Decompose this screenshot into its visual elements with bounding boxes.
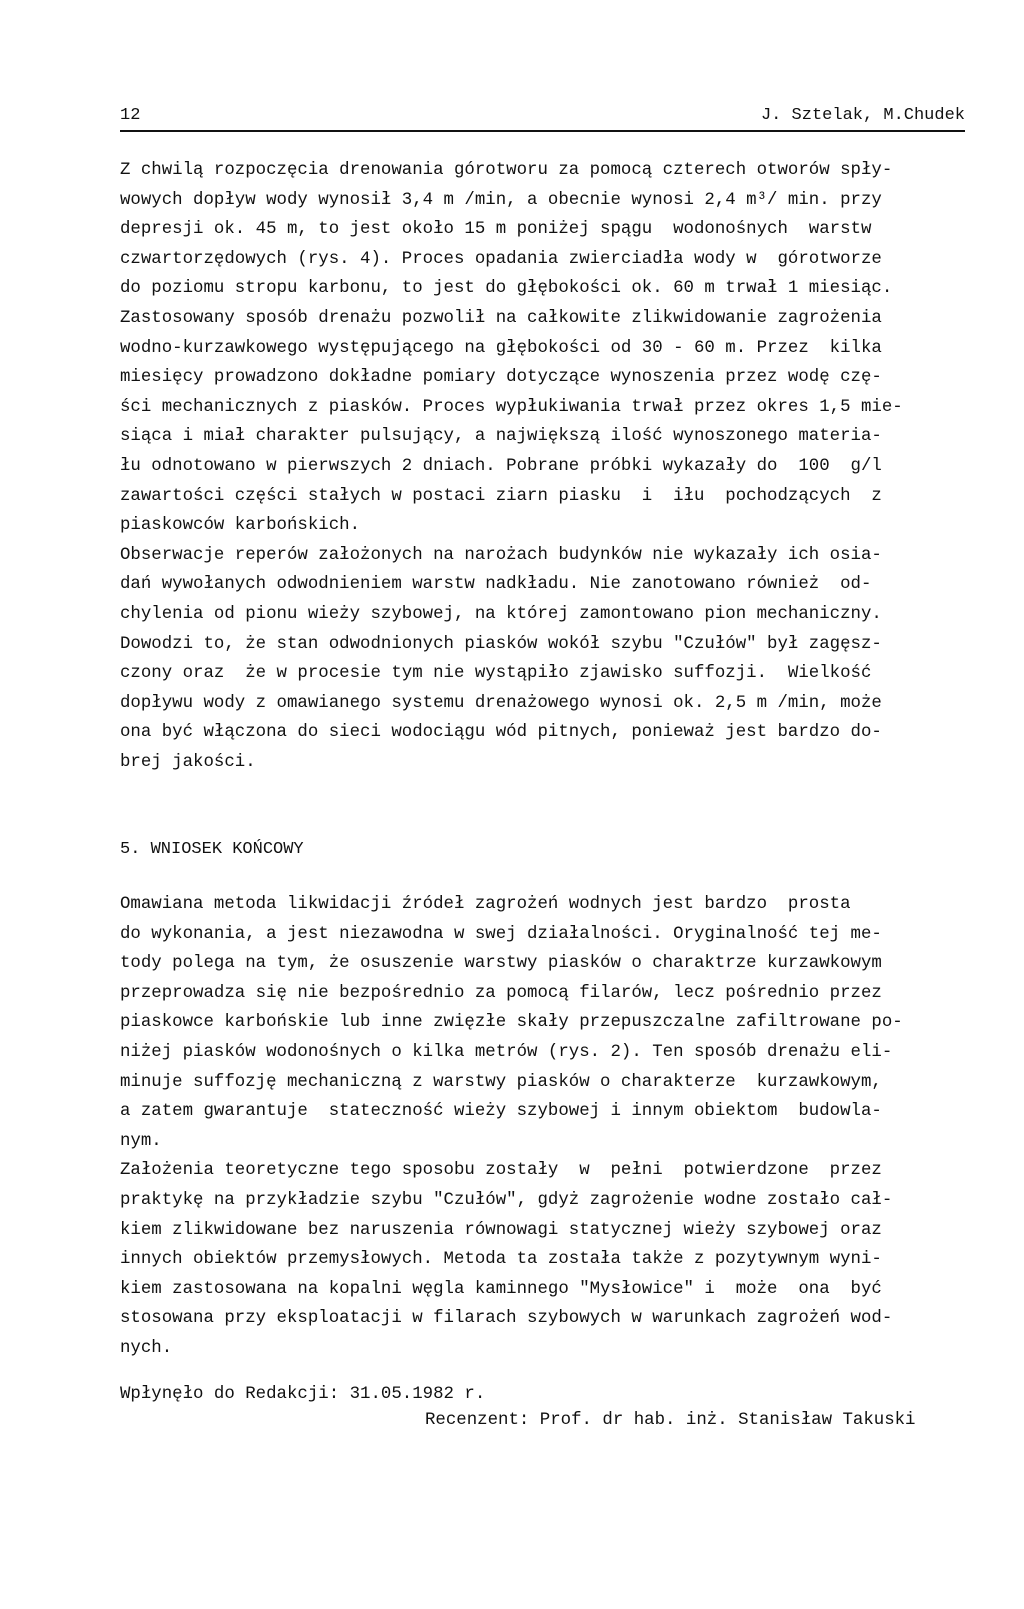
text-line: Dowodzi to, że stan odwodnionych piasków wokół szybu "Czułów" był zagęsz- — [120, 634, 882, 654]
text-line: kiem zastosowana na kopalni węgla kaminnego "Mysłowice" i może ona być — [120, 1279, 882, 1299]
text-line: dań wywołanych odwodnieniem warstw nadkładu. Nie zanotowano również od- — [120, 575, 872, 595]
text-line: tody polega na tym, że osuszenie warstwy piasków o charaktrze kurzawkowym — [120, 954, 882, 974]
text-line: wodno-kurzawkowego występującego na głębokości od 30 - 60 m. Przez kilka — [120, 338, 882, 358]
text-line: do wykonania, a jest niezawodna w swej działalności. Oryginalność tej me- — [120, 924, 882, 944]
text-line: kiem zlikwidowane bez naruszenia równowagi statycznej wieży szybowej oraz — [120, 1220, 882, 1240]
text-line: a zatem gwarantuje stateczność wieży szybowej i innym obiektom budowla- — [120, 1102, 882, 1122]
text-line: wowych dopływ wody wynosił 3,4 m /min, a obecnie wynosi 2,4 m³/ min. przy — [120, 190, 882, 210]
text-line: ona być włączona do sieci wodociągu wód pitnych, ponieważ jest bardzo do- — [120, 723, 882, 743]
text-line: brej jakości. — [120, 753, 256, 772]
page-number: 12 — [120, 106, 141, 125]
text-line: przeprowadza się nie bezpośrednio za pomocą filarów, lecz pośrednio przez — [120, 983, 882, 1003]
text-line: nym. — [120, 1131, 162, 1151]
reviewer-line: Recenzent: Prof. dr hab. inż. Stanisław Takuski — [425, 1411, 916, 1430]
running-header — [120, 106, 965, 132]
text-line: Zastosowany sposób drenażu pozwolił na całkowite zlikwidowanie zagrożenia — [120, 309, 882, 328]
text-line: ści mechanicznych z piasków. Proces wypłukiwania trwał przez okres 1,5 mie- — [120, 397, 903, 417]
text-line: dopływu wody z omawianego systemu drenażowego wynosi ok. 2,5 m /min, może — [120, 693, 882, 713]
text-line: nych. — [120, 1339, 173, 1358]
text-line: siąca i miał charakter pulsujący, a największą ilość wynoszonego materia- — [120, 427, 882, 447]
text-line: zawartości części stałych w postaci ziarn piasku i iłu pochodzących z — [120, 486, 882, 506]
text-line: minuje suffozję mechaniczną z warstwy piasków o charakterze kurzawkowym, — [120, 1072, 882, 1092]
text-line: Obserwacje reperów założonych na narożach budynków nie wykazały ich osia- — [120, 545, 882, 565]
text-line: czwartorzędowych (rys. 4). Proces opadania zwierciadła wody w górotworze — [120, 249, 882, 269]
text-line: niżej piasków wodonośnych o kilka metrów (rys. 2). Ten sposób drenażu eli- — [120, 1043, 893, 1062]
header-authors: J. Sztelak, M.Chudek — [760, 106, 965, 125]
text-line: piaskowców karbońskich. — [120, 516, 361, 536]
text-line: Założenia teoretyczne tego sposobu zostały w pełni potwierdzone przez — [120, 1161, 882, 1181]
text-line: miesięcy prowadzono dokładne pomiary dotyczące wynoszenia przez wodę czę- — [120, 368, 882, 388]
text-line: łu odnotowano w pierwszych 2 dniach. Pobrane próbki wykazały do 100 g/l — [120, 457, 882, 476]
text-line: stosowana przy eksploatacji w filarach szybowych w warunkach zagrożeń wod- — [120, 1309, 893, 1329]
text-line: do poziomu stropu karbonu, to jest do głębokości ok. 60 m trwał 1 miesiąc. — [120, 279, 893, 299]
section-heading: 5. WNIOSEK KOŃCOWY — [120, 840, 304, 859]
text-line: innych obiektów przemysłowych. Metoda ta została także z pozytywnym wyni- — [120, 1250, 882, 1270]
text-line: piaskowce karbońskie lub inne zwięzłe skały przepuszczalne zafiltrowane po- — [120, 1013, 903, 1033]
text-line: Omawiana metoda likwidacji źródeł zagrożeń wodnych jest bardzo prosta — [120, 895, 851, 914]
received-date: Wpłynęło do Redakcji: 31.05.1982 r. — [120, 1385, 486, 1404]
text-line: chylenia od pionu wieży szybowej, na której zamontowano pion mechaniczny. — [120, 605, 882, 624]
text-line: praktykę na przykładzie szybu "Czułów", gdyż zagrożenie wodne zostało cał- — [120, 1191, 893, 1210]
text-line: Z chwilą rozpoczęcia drenowania górotworu za pomocą czterech otworów spły- — [120, 161, 893, 180]
text-line: czony oraz że w procesie tym nie wystąpiło zjawisko suffozji. Wielkość — [120, 664, 872, 684]
text-line: depresji ok. 45 m, to jest około 15 m poniżej spągu wodonośnych warstw — [120, 220, 872, 240]
